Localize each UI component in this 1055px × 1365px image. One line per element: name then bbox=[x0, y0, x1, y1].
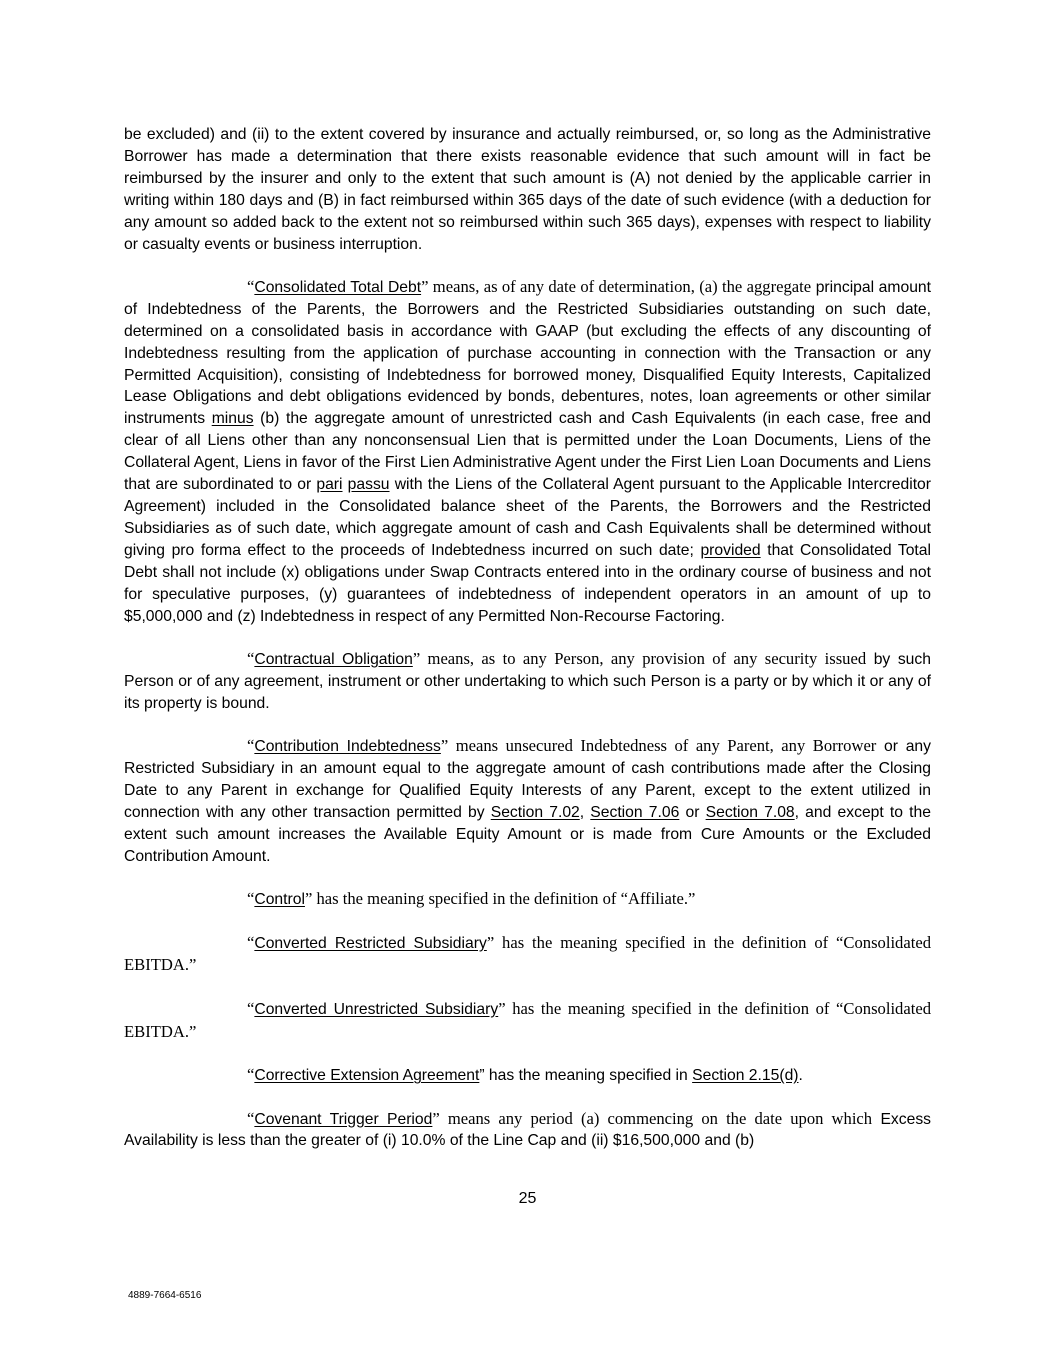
text-segment: principal amount of Indebtedness of the Parents, the Borrowers and the Restricted Subsidiaries outstanding on such date, determined on a consolidated basis in accordance with GAAP (but excluding the effects of any discounting of Indebtedness resulting from the application of purchase accounting in connection with the Transaction or any Permitted Acquisition), consisting of Indebtedness for borrowed money, Disqualified Equity Interests, Capitalized Lease Obligations and debt obligations evidenced by bonds, debentures, notes, loan agreements or other similar instruments bbox=[124, 278, 932, 428]
underlined-term: provided bbox=[700, 541, 761, 559]
underlined-term: Covenant Trigger Period bbox=[254, 1110, 433, 1128]
underlined-term: Corrective Extension Agreement bbox=[254, 1067, 480, 1085]
definition-paragraph bbox=[124, 888, 931, 911]
text-segment: . bbox=[798, 1067, 803, 1085]
underlined-term: Section 7.02 bbox=[490, 803, 580, 821]
underlined-term: Section 7.06 bbox=[590, 803, 680, 821]
underlined-term: minus bbox=[211, 410, 254, 428]
page-number: 25 bbox=[518, 1190, 537, 1207]
text-segment: , and except to the extent such amount increases the Available Equity Amount or is made from Cure Amounts or the Excluded Contribution Amount. bbox=[124, 803, 931, 865]
page-body bbox=[124, 124, 931, 1152]
text-segment: or any Restricted Subsidiary in an amount equal to the aggregate amount of cash contributions made after the Closing Date to any Parent in exchange for Qualified Equity Interests of any Parent, except to the extent utilized in connection with any other transaction permitted by bbox=[124, 738, 931, 821]
underlined-term: Section 2.15(d) bbox=[692, 1067, 799, 1085]
text-segment: “ bbox=[247, 648, 255, 668]
text-segment: that Consolidated Total Debt shall not include (x) obligations under Swap Contracts entered into in the ordinary course of business and not for speculative purposes, (y) guarantees of indebtedness of independent operators in an amount of up to $5,000,000 and (z) Indebtedness in respect of any Permitted Non-Recourse Factoring. bbox=[124, 541, 931, 625]
underlined-term: Consolidated Total Debt bbox=[254, 278, 422, 296]
document-id: 4889-7664-6516 bbox=[128, 1290, 202, 1301]
text-segment: “ bbox=[247, 1065, 255, 1085]
text-segment: or bbox=[679, 803, 706, 821]
definition-paragraph bbox=[124, 276, 931, 628]
underlined-term: Section 7.08 bbox=[705, 803, 795, 821]
underlined-term: pari bbox=[316, 476, 343, 494]
text-segment: ” means, as of any date of determination, (a) the aggregate bbox=[421, 276, 812, 296]
underlined-term: Contractual Obligation bbox=[254, 650, 413, 668]
text-segment: “ bbox=[247, 889, 255, 909]
text-segment: ” means any period (a) commencing on the date upon which bbox=[432, 1108, 873, 1128]
definition-paragraph bbox=[124, 1064, 931, 1087]
text-segment: with the Liens of the Collateral Agent pursuant to the Applicable Intercreditor Agreement) included in the Consolidated balance sheet of the Parents, the Borrowers and the Restricted Subsidiaries as of such date, which aggregate amount of cash and Cash Equivalents shall be determined without giving pro forma effect to the proceeds of Indebtedness incurred on such date; bbox=[124, 476, 932, 559]
text-segment: , bbox=[579, 803, 591, 821]
text-segment: Excess Availability is less than the greater of (i) 10.0% of the Line Cap and (ii) $16,500,000 and (b) bbox=[124, 1110, 932, 1150]
text-segment: ” has the meaning specified in bbox=[479, 1067, 693, 1085]
text-segment: “ bbox=[247, 932, 255, 952]
text-segment: ” has the meaning specified in the definition of “Consolidated EBITDA.” bbox=[124, 932, 931, 975]
definition-paragraph bbox=[124, 735, 931, 867]
text-segment: “ bbox=[247, 736, 255, 756]
underlined-term: passu bbox=[347, 476, 390, 494]
definition-paragraph bbox=[124, 932, 931, 978]
text-segment: “ bbox=[247, 1108, 255, 1128]
definition-paragraph bbox=[124, 648, 931, 715]
text-segment: (b) the aggregate amount of unrestricted cash and Cash Equivalents (in each case, free and clear of all Liens other than any nonconsensual Lien that is permitted under the Loan Documents, Liens of the Collateral Agent, Liens in favor of the First Lien Administrative Agent under the First Lien Loan Documents and Liens that are subordinated to or bbox=[124, 410, 931, 494]
underlined-term: Converted Unrestricted Subsidiary bbox=[254, 1000, 499, 1018]
text-segment: ” has the meaning specified in the definition of “Affiliate.” bbox=[304, 889, 696, 909]
text-segment: by such Person or of any agreement, instrument or other undertaking to which such Person is a party or by which it or any of its property is bound. bbox=[124, 650, 931, 712]
underlined-term: Contribution Indebtedness bbox=[254, 738, 441, 756]
underlined-term: Converted Restricted Subsidiary bbox=[254, 934, 487, 952]
definition-paragraph bbox=[124, 124, 931, 255]
text-segment: “ bbox=[247, 998, 255, 1018]
text-segment: ” means unsecured Indebtedness of any Parent, any Borrower bbox=[440, 736, 877, 756]
definition-paragraph bbox=[124, 998, 931, 1044]
text-segment: be excluded) and (ii) to the extent covered by insurance and actually reimbursed, or, so long as the Administrative Borrower has made a determination that there exists reasonable evidence that such amount will in fact be reimbursed by the insurer and only to the extent that such amount is (A) not denied by the applicable carrier in writing within 180 days and (B) in fact reimbursed within 365 days of the date of such evidence (with a deduction for any amount so added back to the extent not so reimbursed within such 365 days), expenses with respect to liability or casualty events or business interruption. bbox=[124, 126, 931, 253]
definition-paragraph bbox=[124, 1108, 931, 1153]
underlined-term: Control bbox=[254, 891, 305, 909]
text-segment: ” has the meaning specified in the definition of “Consolidated EBITDA.” bbox=[124, 998, 931, 1041]
text-segment: ” means, as to any Person, any provision of any security issued bbox=[412, 648, 867, 668]
text-segment: “ bbox=[247, 276, 255, 296]
